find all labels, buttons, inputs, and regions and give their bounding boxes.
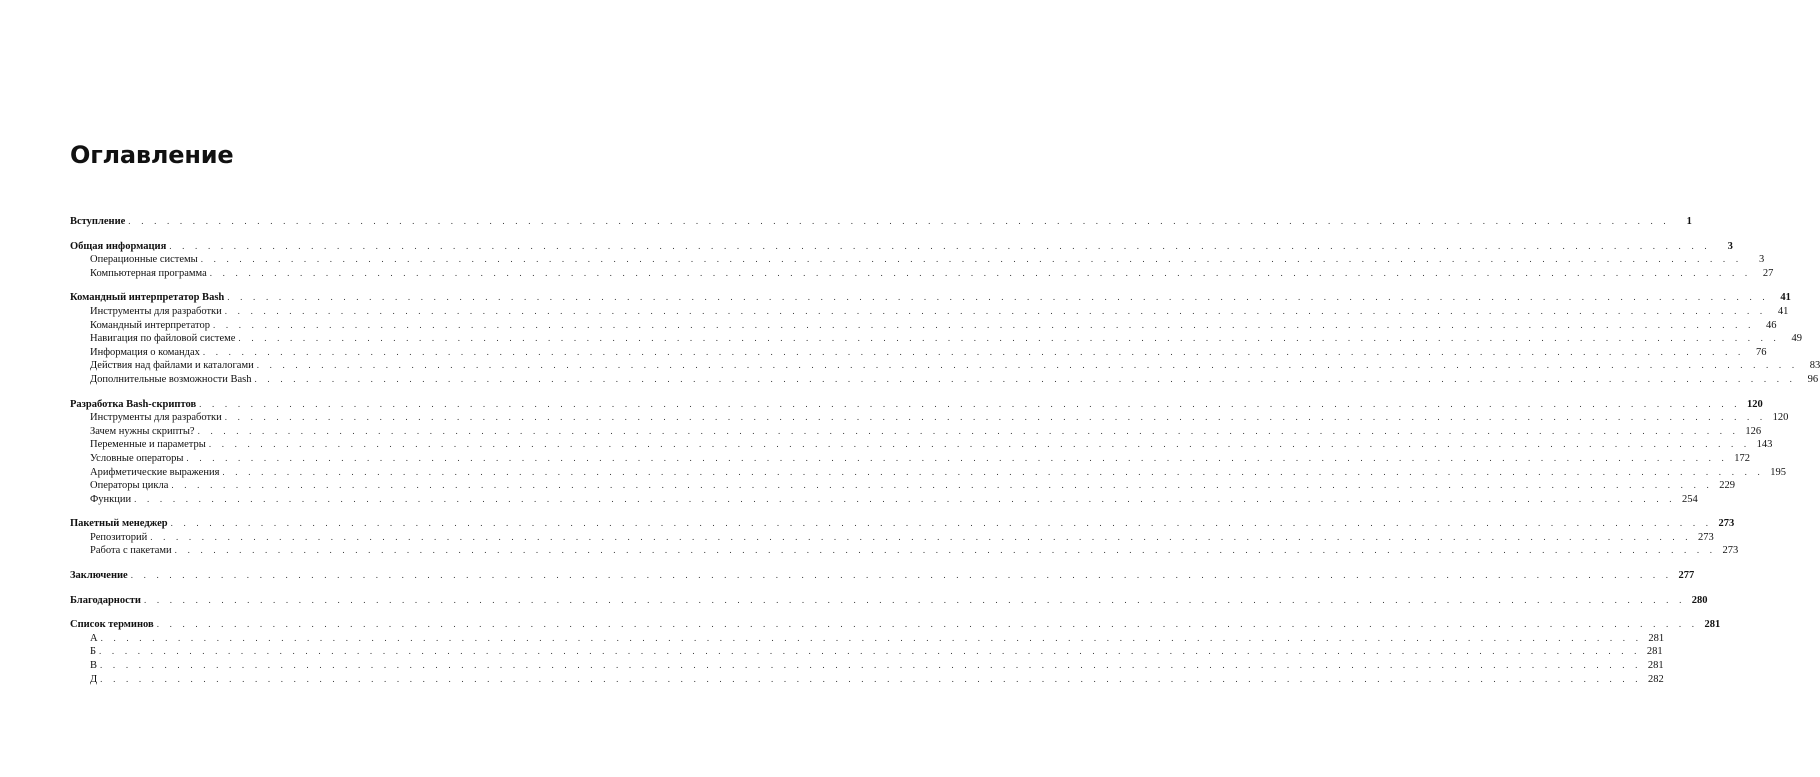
toc-page-number: 281 — [1647, 660, 1664, 672]
toc-entry-label: Дополнительные возможности Bash — [90, 373, 252, 385]
toc-subsection-entry[interactable] — [70, 346, 1767, 361]
dot-leader: . . . . . . . . . . . . . . . . . . . . . . . . . . . . . . . . . . . . . . . . . . . . . . . . . . . . . . . . . . . . . . . . . . . . . . . . . . . . . . . . . . . . . . . . . . . . . . . . . . . . . . . . . . . . . . . . . . . . . . . . — [208, 439, 1751, 450]
toc-subsection-entry[interactable] — [70, 480, 1735, 494]
dot-leader: . . . . . . . . . . . . . . . . . . . . . . . . . . . . . . . . . . . . . . . . . . . . . . . . . . . . . . . . . . . . . . . . . . . . . . . . . . . . . . . . . . . . . . . . . . . . . . . . . . . . . . . . . . . . . . . . . . . . . . . . — [130, 570, 1673, 581]
toc-section-entry[interactable] — [70, 594, 1708, 609]
toc-page-number: 273 — [1722, 545, 1739, 557]
toc-subsection-entry[interactable] — [70, 466, 1786, 481]
dot-leader: . . . . . . . . . . . . . . . . . . . . . . . . . . . . . . . . . . . . . . . . . . . . . . . . . . . . . . . . . . . . . . . . . . . . . . . . . . . . . . . . . . . . . . . . . . . . . . . . . . . . . . . . . . . . . . . . . . . . . . . . — [174, 545, 1717, 556]
dot-leader: . . . . . . . . . . . . . . . . . . . . . . . . . . . . . . . . . . . . . . . . . . . . . . . . . . . . . . . . . . . . . . . . . . . . . . . . . . . . . . . . . . . . . . . . . . . . . . . . . . . . . . . . . . . . . . . . . . . . . . . . — [100, 673, 1642, 684]
table-of-contents — [70, 216, 1820, 687]
toc-subsection-entry[interactable] — [70, 425, 1762, 440]
toc-subsection-entry[interactable] — [70, 333, 1802, 347]
toc-entry-label: Список терминов — [70, 619, 154, 631]
toc-subsection-entry[interactable] — [70, 660, 1664, 674]
toc-subsection-entry[interactable] — [70, 305, 1789, 320]
toc-entry-label: Вступление — [70, 216, 126, 227]
toc-page-number: 27 — [1762, 267, 1774, 279]
toc-entry-label: Переменные и параметры — [90, 439, 206, 451]
toc-subsection-entry[interactable] — [70, 254, 1765, 268]
toc-page-number: 195 — [1770, 466, 1786, 478]
toc-entry-label: Действия над файлами и каталогами — [90, 360, 254, 372]
toc-section-entry[interactable] — [70, 292, 1791, 306]
dot-leader: . . . . . . . . . . . . . . . . . . . . . . . . . . . . . . . . . . . . . . . . . . . . . . . . . . . . . . . . . . . . . . . . . . . . . . . . . . . . . . . . . . . . . . . . . . . . . . . . . . . . . . . . . . . . . . . . . . . . . . . . — [186, 452, 1728, 463]
dot-leader: . . . . . . . . . . . . . . . . . . . . . . . . . . . . . . . . . . . . . . . . . . . . . . . . . . . . . . . . . . . . . . . . . . . . . . . . . . . . . . . . . . . . . . . . . . . . . . . . . . . . . . . . . . . . . . . . . . . . . . . . — [212, 319, 1755, 330]
dot-leader: . . . . . . . . . . . . . . . . . . . . . . . . . . . . . . . . . . . . . . . . . . . . . . . . . . . . . . . . . . . . . . . . . . . . . . . . . . . . . . . . . . . . . . . . . . . . . . . . . . . . . . . . . . . . . . . . . . . . . . . . — [100, 632, 1643, 643]
toc-page-number: 126 — [1745, 425, 1762, 437]
toc-entry-label: Общая информация — [70, 240, 167, 252]
toc-entry-label: Функции — [90, 493, 132, 505]
dot-leader: . . . . . . . . . . . . . . . . . . . . . . . . . . . . . . . . . . . . . . . . . . . . . . . . . . . . . . . . . . . . . . . . . . . . . . . . . . . . . . . . . . . . . . . . . . . . . . . . . . . . . . . . . . . . . . . . . . . . . . . . — [100, 660, 1642, 671]
toc-page-number: 280 — [1691, 594, 1708, 606]
toc-page-number: 273 — [1698, 531, 1714, 543]
toc-page-number: 143 — [1756, 439, 1773, 451]
dot-leader: . . . . . . . . . . . . . . . . . . . . . . . . . . . . . . . . . . . . . . . . . . . . . . . . . . . . . . . . . . . . . . . . . . . . . . . . . . . . . . . . . . . . . . . . . . . . . . . . . . . . . . . . . . . . . . . . . . . . . . . . — [202, 346, 1745, 357]
dot-leader: . . . . . . . . . . . . . . . . . . . . . . . . . . . . . . . . . . . . . . . . . . . . . . . . . . . . . . . . . . . . . . . . . . . . . . . . . . . . . . . . . . . . . . . . . . . . . . . . . . . . . . . . . . . . . . . . . . . . . . . . — [200, 254, 1743, 265]
toc-entry-label: В — [90, 660, 98, 672]
dot-leader: . . . . . . . . . . . . . . . . . . . . . . . . . . . . . . . . . . . . . . . . . . . . . . . . . . . . . . . . . . . . . . . . . . . . . . . . . . . . . . . . . . . . . . . . . . . . . . . . . . . . . . . . . . . . . . . . . . . . . . . . — [134, 493, 1676, 504]
toc-subsection-entry[interactable] — [70, 531, 1714, 546]
toc-subsection-entry[interactable] — [70, 267, 1774, 282]
toc-page-number: 281 — [1648, 632, 1665, 644]
toc-subsection-entry[interactable] — [70, 673, 1664, 688]
toc-page-number: 281 — [1646, 646, 1663, 658]
toc-entry-label: Пакетный менеджер — [70, 518, 168, 530]
dot-leader: . . . . . . . . . . . . . . . . . . . . . . . . . . . . . . . . . . . . . . . . . . . . . . . . . . . . . . . . . . . . . . . . . . . . . . . . . . . . . . . . . . . . . . . . . . . . . . . . . . . . . . . . . . . . . . . . . . . . . . . . — [143, 594, 1686, 605]
toc-entry-label: Д — [90, 673, 98, 685]
toc-page-number: 3 — [1727, 240, 1733, 252]
toc-page-number: 3 — [1759, 254, 1765, 266]
toc-entry-label: А — [90, 632, 98, 644]
dot-leader: . . . . . . . . . . . . . . . . . . . . . . . . . . . . . . . . . . . . . . . . . . . . . . . . . . . . . . . . . . . . . . . . . . . . . . . . . . . . . . . . . . . . . . . . . . . . . . . . . . . . . . . . . . . . . . . . . . . . . . . . — [197, 425, 1740, 436]
dot-leader: . . . . . . . . . . . . . . . . . . . . . . . . . . . . . . . . . . . . . . . . . . . . . . . . . . . . . . . . . . . . . . . . . . . . . . . . . . . . . . . . . . . . . . . . . . . . . . . . . . . . . . . . . . . . . . . . . . . . . . . . — [222, 466, 1764, 477]
toc-entry-label: Репозиторий — [90, 531, 148, 543]
toc-subsection-entry[interactable] — [70, 360, 1820, 374]
page-title: Оглавление — [70, 141, 234, 169]
dot-leader: . . . . . . . . . . . . . . . . . . . . . . . . . . . . . . . . . . . . . . . . . . . . . . . . . . . . . . . . . . . . . . . . . . . . . . . . . . . . . . . . . . . . . . . . . . . . . . . . . . . . . . . . . . . . . . . . . . . . . . . . — [170, 518, 1713, 529]
toc-entry-label: Б — [90, 646, 97, 658]
toc-page-number: 96 — [1807, 373, 1819, 385]
dot-leader: . . . . . . . . . . . . . . . . . . . . . . . . . . . . . . . . . . . . . . . . . . . . . . . . . . . . . . . . . . . . . . . . . . . . . . . . . . . . . . . . . . . . . . . . . . . . . . . . . . . . . . . . . . . . . . . . . . . . . . . . — [256, 360, 1799, 371]
toc-page-number: 172 — [1734, 452, 1750, 464]
dot-leader: . . . . . . . . . . . . . . . . . . . . . . . . . . . . . . . . . . . . . . . . . . . . . . . . . . . . . . . . . . . . . . . . . . . . . . . . . . . . . . . . . . . . . . . . . . . . . . . . . . . . . . . . . . . . . . . . . . . . . . . . — [199, 398, 1741, 409]
toc-entry-label: Операторы цикла — [90, 480, 169, 492]
toc-entry-label: Инструменты для разработки — [90, 412, 222, 424]
toc-subsection-entry[interactable] — [70, 373, 1819, 388]
toc-subsection-entry[interactable] — [70, 646, 1663, 660]
toc-page-number: 46 — [1766, 319, 1777, 331]
dot-leader: . . . . . . . . . . . . . . . . . . . . . . . . . . . . . . . . . . . . . . . . . . . . . . . . . . . . . . . . . . . . . . . . . . . . . . . . . . . . . . . . . . . . . . . . . . . . . . . . . . . . . . . . . . . . . . . . . . . . . . . . — [227, 292, 1769, 303]
toc-page-number: 120 — [1746, 398, 1763, 410]
toc-section-entry[interactable] — [70, 240, 1733, 255]
toc-page-number: 277 — [1678, 570, 1695, 582]
dot-leader: . . . . . . . . . . . . . . . . . . . . . . . . . . . . . . . . . . . . . . . . . . . . . . . . . . . . . . . . . . . . . . . . . . . . . . . . . . . . . . . . . . . . . . . . . . . . . . . . . . . . . . . . . . . . . . . . . . . . . . . . — [224, 412, 1767, 423]
toc-page-number: 229 — [1719, 480, 1735, 492]
toc-entry-label: Благодарности — [70, 594, 141, 606]
toc-entry-label: Компьютерная программа — [90, 267, 207, 279]
toc-page-number: 273 — [1718, 518, 1735, 530]
toc-section-entry[interactable] — [70, 518, 1735, 532]
toc-entry-label: Командный интерпретатор Bash — [70, 292, 225, 304]
toc-page-number: 282 — [1647, 673, 1664, 685]
toc-subsection-entry[interactable] — [70, 412, 1789, 426]
toc-section-entry[interactable] — [70, 570, 1695, 584]
toc-section-entry[interactable] — [70, 619, 1721, 633]
toc-page-number: 49 — [1791, 333, 1802, 345]
toc-entry-label: Арифметические выражения — [90, 466, 220, 478]
dot-leader: . . . . . . . . . . . . . . . . . . . . . . . . . . . . . . . . . . . . . . . . . . . . . . . . . . . . . . . . . . . . . . . . . . . . . . . . . . . . . . . . . . . . . . . . . . . . . . . . . . . . . . . . . . . . . . . . . . . . . . . . — [169, 240, 1711, 251]
toc-page-number: 41 — [1777, 305, 1789, 317]
toc-page-number: 83 — [1809, 360, 1820, 372]
toc-entry-label: Операционные системы — [90, 254, 198, 266]
toc-entry-label: Условные операторы — [90, 452, 184, 464]
dot-leader: . . . . . . . . . . . . . . . . . . . . . . . . . . . . . . . . . . . . . . . . . . . . . . . . . . . . . . . . . . . . . . . . . . . . . . . . . . . . . . . . . . . . . . . . . . . . . . . . . . . . . . . . . . . . . . . . . . . . . . . . — [128, 216, 1670, 226]
toc-page-number: 281 — [1704, 619, 1721, 631]
toc-section-entry[interactable] — [70, 398, 1763, 413]
dot-leader: . . . . . . . . . . . . . . . . . . . . . . . . . . . . . . . . . . . . . . . . . . . . . . . . . . . . . . . . . . . . . . . . . . . . . . . . . . . . . . . . . . . . . . . . . . . . . . . . . . . . . . . . . . . . . . . . . . . . . . . . — [99, 646, 1641, 657]
toc-section-entry[interactable] — [70, 216, 1692, 230]
dot-leader: . . . . . . . . . . . . . . . . . . . . . . . . . . . . . . . . . . . . . . . . . . . . . . . . . . . . . . . . . . . . . . . . . . . . . . . . . . . . . . . . . . . . . . . . . . . . . . . . . . . . . . . . . . . . . . . . . . . . . . . . — [156, 619, 1699, 630]
toc-subsection-entry[interactable] — [70, 452, 1750, 467]
toc-page-number: 1 — [1686, 216, 1692, 227]
toc-entry-label: Работа с пакетами — [90, 545, 172, 557]
dot-leader: . . . . . . . . . . . . . . . . . . . . . . . . . . . . . . . . . . . . . . . . . . . . . . . . . . . . . . . . . . . . . . . . . . . . . . . . . . . . . . . . . . . . . . . . . . . . . . . . . . . . . . . . . . . . . . . . . . . . . . . . — [254, 373, 1797, 384]
toc-entry-label: Командный интерпретатор — [90, 319, 210, 331]
toc-entry-label: Навигация по файловой системе — [90, 333, 236, 345]
toc-subsection-entry[interactable] — [70, 439, 1773, 453]
toc-entry-label: Заключение — [70, 570, 128, 582]
toc-entry-label: Зачем нужны скрипты? — [90, 425, 195, 437]
dot-leader: . . . . . . . . . . . . . . . . . . . . . . . . . . . . . . . . . . . . . . . . . . . . . . . . . . . . . . . . . . . . . . . . . . . . . . . . . . . . . . . . . . . . . . . . . . . . . . . . . . . . . . . . . . . . . . . . . . . . . . . . — [150, 531, 1692, 542]
dot-leader: . . . . . . . . . . . . . . . . . . . . . . . . . . . . . . . . . . . . . . . . . . . . . . . . . . . . . . . . . . . . . . . . . . . . . . . . . . . . . . . . . . . . . . . . . . . . . . . . . . . . . . . . . . . . . . . . . . . . . . . . — [171, 480, 1713, 491]
dot-leader: . . . . . . . . . . . . . . . . . . . . . . . . . . . . . . . . . . . . . . . . . . . . . . . . . . . . . . . . . . . . . . . . . . . . . . . . . . . . . . . . . . . . . . . . . . . . . . . . . . . . . . . . . . . . . . . . . . . . . . . . — [224, 305, 1767, 316]
toc-subsection-entry[interactable] — [70, 545, 1739, 559]
toc-subsection-entry[interactable] — [70, 632, 1665, 647]
toc-entry-label: Информация о командах — [90, 346, 200, 358]
dot-leader: . . . . . . . . . . . . . . . . . . . . . . . . . . . . . . . . . . . . . . . . . . . . . . . . . . . . . . . . . . . . . . . . . . . . . . . . . . . . . . . . . . . . . . . . . . . . . . . . . . . . . . . . . . . . . . . . . . . . . . . . — [209, 267, 1752, 278]
toc-page-number: 254 — [1681, 493, 1698, 505]
toc-page-number: 120 — [1772, 412, 1789, 424]
toc-entry-label: Разработка Bash-скриптов — [70, 398, 197, 410]
toc-page-number: 41 — [1780, 292, 1791, 304]
toc-entry-label: Инструменты для разработки — [90, 305, 222, 317]
toc-page-number: 76 — [1755, 346, 1767, 358]
toc-subsection-entry[interactable] — [70, 493, 1698, 508]
dot-leader: . . . . . . . . . . . . . . . . . . . . . . . . . . . . . . . . . . . . . . . . . . . . . . . . . . . . . . . . . . . . . . . . . . . . . . . . . . . . . . . . . . . . . . . . . . . . . . . . . . . . . . . . . . . . . . . . . . . . . . . . — [238, 333, 1780, 344]
toc-subsection-entry[interactable] — [70, 319, 1777, 334]
